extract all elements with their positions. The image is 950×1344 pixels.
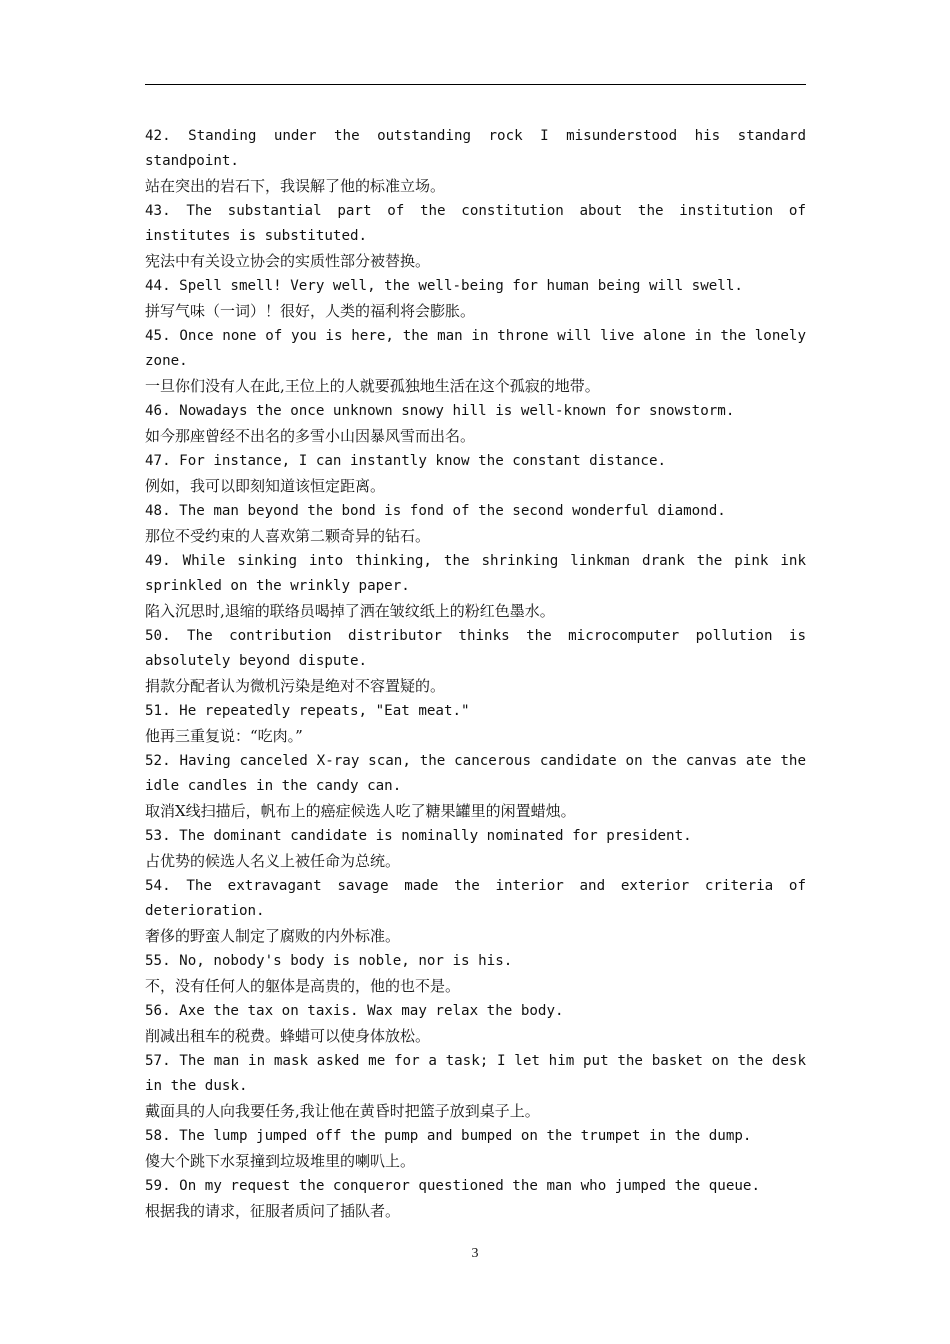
- content-body: [145, 124, 806, 1224]
- entry-en: 48. The man beyond the bond is fond of the second wonderful diamond.: [145, 503, 726, 519]
- entry-zh: 他再三重复说：“吃肉。”: [145, 727, 303, 745]
- entry-zh: 取消X线扫描后，帆布上的癌症候选人吃了糖果罐里的闲置蜡烛。: [145, 802, 576, 820]
- page-number: 3: [471, 1246, 479, 1261]
- entry-zh: 占优势的候选人名义上被任命为总统。: [145, 852, 401, 870]
- entry-en: 54. The extravagant savage made the interior and exterior criteria of deterioration.: [145, 878, 806, 919]
- entry-zh: 那位不受约束的人喜欢第二颗奇异的钻石。: [145, 527, 431, 545]
- entry-en: 43. The substantial part of the constitution about the institution of institutes is substituted.: [145, 203, 806, 244]
- entry-en: 51. He repeatedly repeats, "Eat meat.": [145, 703, 470, 719]
- entry-zh: 削减出租车的税费。蜂蜡可以使身体放松。: [145, 1027, 431, 1045]
- entry-en: 46. Nowadays the once unknown snowy hill is well-known for snowstorm.: [145, 403, 735, 419]
- entry-zh: 戴面具的人向我要任务,我让他在黄昏时把篮子放到桌子上。: [145, 1102, 540, 1120]
- entry-en: 44. Spell smell! Very well, the well-being for human being will swell.: [145, 278, 743, 294]
- entry-en: 53. The dominant candidate is nominally nominated for president.: [145, 828, 692, 844]
- entry-en: 55. No, nobody's body is noble, nor is his.: [145, 953, 513, 969]
- entry-en: 47. For instance, I can instantly know the constant distance.: [145, 453, 667, 469]
- entry-en: 52. Having canceled X-ray scan, the cancerous candidate on the canvas ate the idle candles in the candy can.: [145, 753, 806, 794]
- entry-en: 50. The contribution distributor thinks the microcomputer pollution is absolutely beyond dispute.: [145, 628, 806, 669]
- entry-zh: 宪法中有关设立协会的实质性部分被替换。: [145, 252, 431, 270]
- entry-zh: 陷入沉思时,退缩的联络员喝掉了洒在皱纹纸上的粉红色墨水。: [145, 602, 555, 620]
- entry-en: 45. Once none of you is here, the man in throne will live alone in the lonely zone.: [145, 328, 806, 369]
- entry-zh: 如今那座曾经不出名的多雪小山因暴风雪而出名。: [145, 427, 476, 445]
- entry-zh: 捐款分配者认为微机污染是绝对不容置疑的。: [145, 677, 446, 695]
- entry-zh: 根据我的请求，征服者质问了插队者。: [145, 1202, 401, 1220]
- entry-en: 49. While sinking into thinking, the shrinking linkman drank the pink ink sprinkled on the wrinkly paper.: [145, 553, 806, 594]
- entry-en: 56. Axe the tax on taxis. Wax may relax the body.: [145, 1003, 564, 1019]
- entry-zh: 不，没有任何人的躯体是高贵的，他的也不是。: [145, 977, 461, 995]
- entry-zh: 一旦你们没有人在此,王位上的人就要孤独地生活在这个孤寂的地带。: [145, 377, 600, 395]
- entry-en: 58. The lump jumped off the pump and bumped on the trumpet in the dump.: [145, 1128, 752, 1144]
- entry-zh: 例如，我可以即刻知道该恒定距离。: [145, 477, 386, 495]
- entry-en: 59. On my request the conqueror questioned the man who jumped the queue.: [145, 1178, 760, 1194]
- entry-zh: 傻大个跳下水泵撞到垃圾堆里的喇叭上。: [145, 1152, 416, 1170]
- entry-en: 42. Standing under the outstanding rock I misunderstood his standard standpoint.: [145, 128, 806, 169]
- entry-zh: 站在突出的岩石下，我误解了他的标准立场。: [145, 177, 446, 195]
- entry-en: 57. The man in mask asked me for a task; I let him put the basket on the desk in the dusk.: [145, 1053, 806, 1094]
- header-rule: [145, 84, 806, 85]
- entry-zh: 拼写气味（一词）！很好，人类的福利将会膨胀。: [145, 302, 476, 320]
- entry-zh: 奢侈的野蛮人制定了腐败的内外标准。: [145, 927, 401, 945]
